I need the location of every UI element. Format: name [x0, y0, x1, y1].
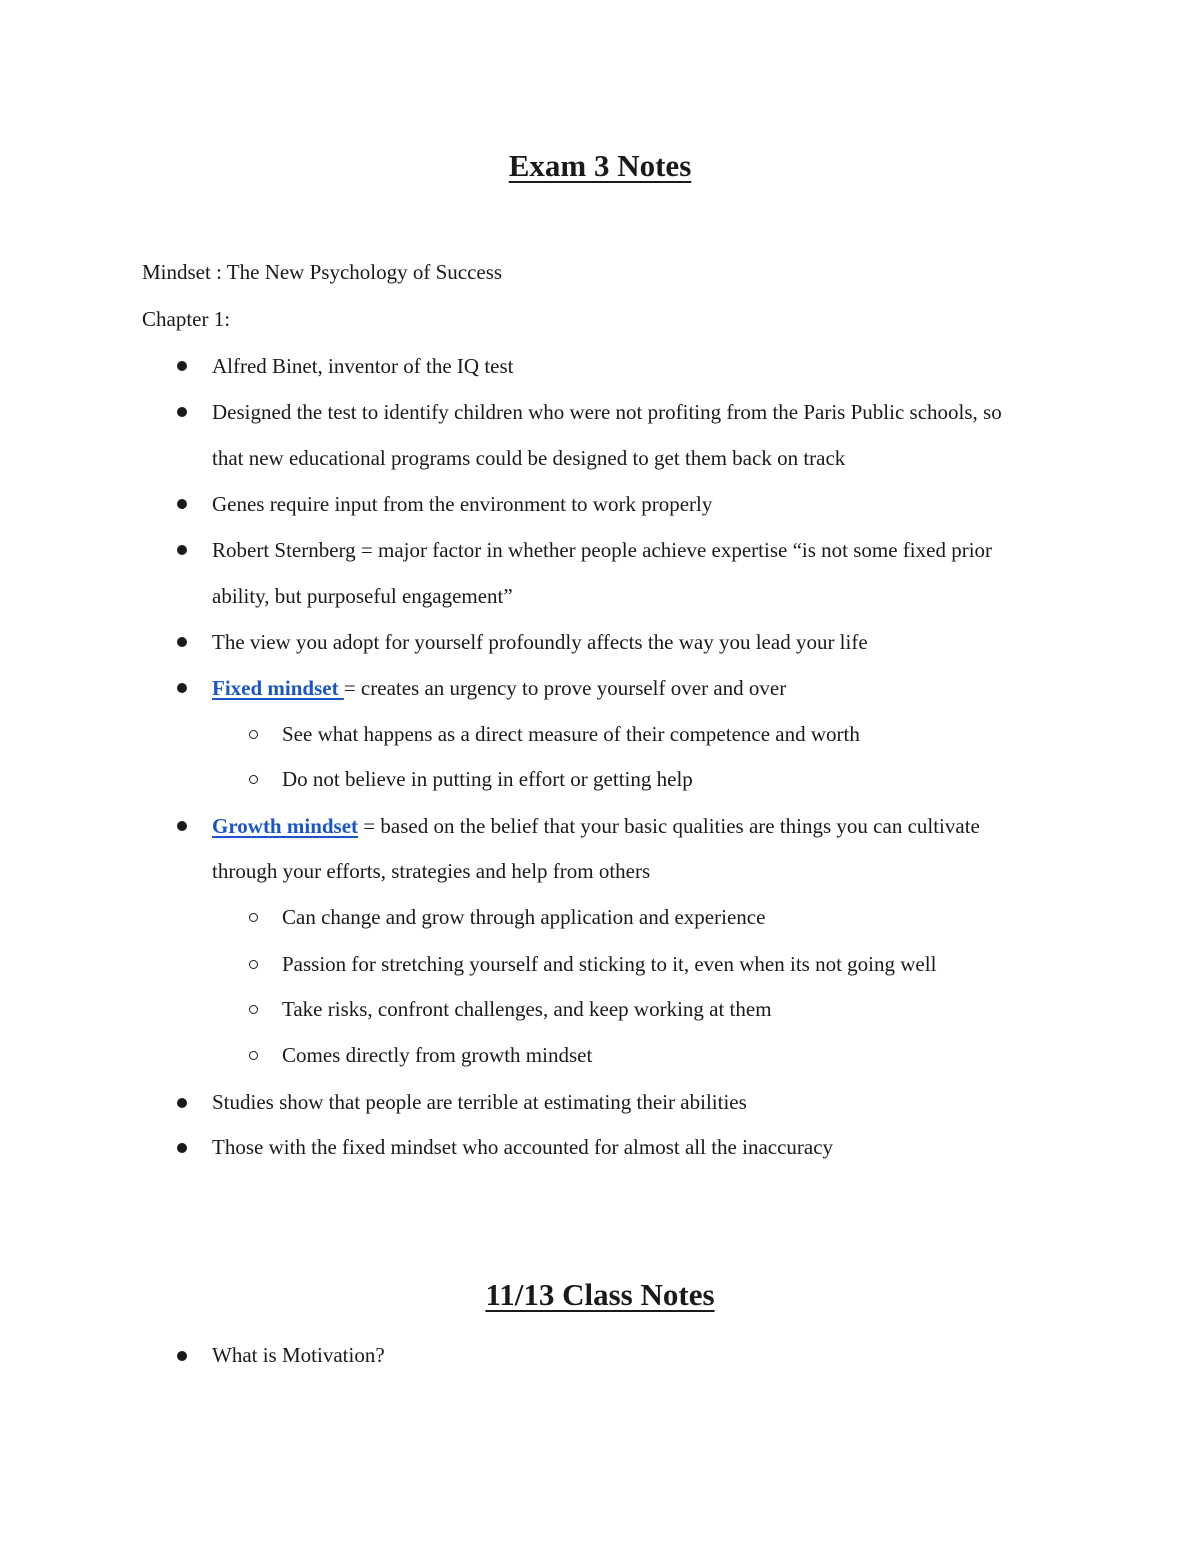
list-item: Designed the test to identify children who were not profiting from the Paris Public schools, so [212, 400, 1002, 424]
chapter-label: Chapter 1: [142, 307, 231, 331]
bullet-dot-icon [177, 637, 187, 647]
bullet-dot-icon [177, 1143, 187, 1153]
bullet-ring-icon [249, 1005, 258, 1014]
bullet-ring-icon [249, 1051, 258, 1060]
bullet-dot-icon [177, 821, 187, 831]
section-title: 11/13 Class Notes [485, 1277, 715, 1312]
bullet-dot-icon [177, 499, 187, 509]
page-title: Exam 3 Notes [508, 148, 692, 183]
list-item-continuation: that new educational programs could be designed to get them back on track [212, 446, 846, 470]
list-item-continuation: through your efforts, strategies and help from others [212, 859, 651, 883]
bullet-ring-icon [249, 960, 258, 969]
growth-mindset-definition: = based on the belief that your basic qualities are things you can cultivate [358, 814, 980, 838]
sub-list-item: See what happens as a direct measure of their competence and worth [282, 722, 860, 746]
list-item: What is Motivation? [212, 1343, 385, 1367]
bullet-ring-icon [249, 730, 258, 739]
sub-list-item: Do not believe in putting in effort or getting help [282, 767, 693, 791]
list-item-continuation: ability, but purposeful engagement” [212, 584, 513, 608]
bullet-dot-icon [177, 361, 187, 371]
list-item: Robert Sternberg = major factor in whether people achieve expertise “is not some fixed prior [212, 538, 993, 562]
list-item: Alfred Binet, inventor of the IQ test [212, 354, 514, 378]
bullet-ring-icon [249, 913, 258, 922]
bullet-dot-icon [177, 1351, 187, 1361]
sub-list-item: Can change and grow through application and experience [282, 905, 766, 929]
list-item-growth-mindset [212, 812, 980, 840]
list-item: Studies show that people are terrible at estimating their abilities [212, 1090, 747, 1114]
bullet-dot-icon [177, 545, 187, 555]
bullet-dot-icon [177, 407, 187, 417]
fixed-mindset-link[interactable]: Fixed mindset [212, 676, 344, 700]
list-item: Genes require input from the environment to work properly [212, 492, 713, 516]
list-item: The view you adopt for yourself profoundly affects the way you lead your life [212, 630, 868, 654]
bullet-dot-icon [177, 683, 187, 693]
bullet-ring-icon [249, 775, 258, 784]
book-title: Mindset : The New Psychology of Success [142, 260, 503, 284]
sub-list-item: Take risks, confront challenges, and keep working at them [282, 997, 772, 1021]
sub-list-item: Comes directly from growth mindset [282, 1043, 593, 1067]
fixed-mindset-definition: = creates an urgency to prove yourself over and over [343, 676, 787, 700]
bullet-dot-icon [177, 1098, 187, 1108]
list-item: Those with the fixed mindset who accounted for almost all the inaccuracy [212, 1135, 834, 1159]
growth-mindset-link[interactable]: Growth mindset [212, 814, 359, 838]
sub-list-item: Passion for stretching yourself and sticking to it, even when its not going well [282, 952, 937, 976]
list-item-fixed-mindset [212, 674, 786, 702]
